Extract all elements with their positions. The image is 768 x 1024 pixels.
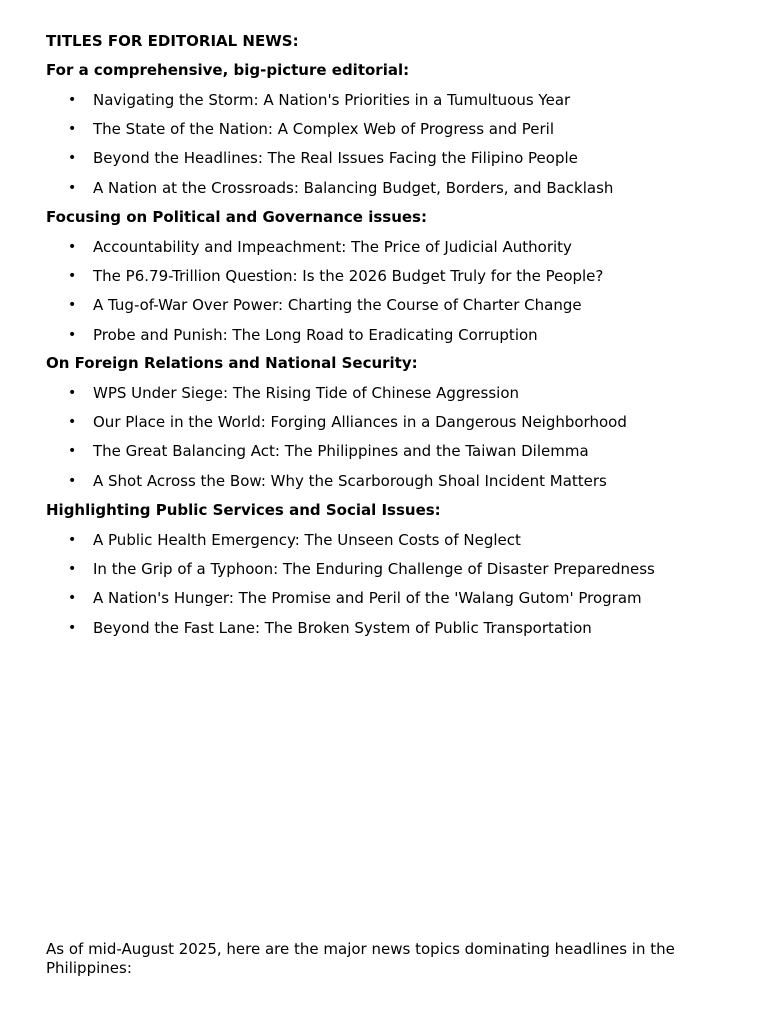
- list-item-text: Beyond the Fast Lane: The Broken System of Public Transportation: [93, 618, 592, 637]
- bullet-icon: •: [68, 531, 77, 548]
- list-item-text: A Tug-of-War Over Power: Charting the Course of Charter Change: [93, 296, 582, 315]
- bullet-icon: •: [68, 91, 77, 108]
- bullet-icon: •: [68, 326, 77, 343]
- list-item-text: In the Grip of a Typhoon: The Enduring Challenge of Disaster Preparedness: [93, 559, 655, 578]
- bullet-icon: •: [68, 560, 77, 577]
- list-item-text: A Nation at the Crossroads: Balancing Budget, Borders, and Backlash: [93, 178, 614, 197]
- list-item-text: The Great Balancing Act: The Philippines and the Taiwan Dilemma: [93, 442, 589, 461]
- bullet-icon: •: [68, 179, 77, 196]
- section-heading: For a comprehensive, big-picture editorial:: [46, 61, 410, 79]
- bullet-icon: •: [68, 267, 77, 284]
- bullet-icon: •: [68, 472, 77, 489]
- document-title: TITLES FOR EDITORIAL NEWS:: [46, 32, 299, 50]
- list-item-text: WPS Under Siege: The Rising Tide of Chinese Aggression: [93, 383, 520, 402]
- list-item-text: Accountability and Impeachment: The Price of Judicial Authority: [93, 237, 572, 256]
- section-heading: Highlighting Public Services and Social Issues:: [46, 501, 441, 519]
- bullet-icon: •: [68, 238, 77, 255]
- list-item-text: The P6.79-Trillion Question: Is the 2026 Budget Truly for the People?: [93, 266, 604, 285]
- bullet-icon: •: [68, 297, 77, 314]
- list-item-text: Our Place in the World: Forging Alliances in a Dangerous Neighborhood: [93, 412, 627, 431]
- list-item-text: Navigating the Storm: A Nation's Priorities in a Tumultuous Year: [93, 90, 571, 109]
- intro-paragraph: As of mid-August 2025, here are the major news topics dominating headlines in the Philippines:: [46, 940, 675, 977]
- list-item-text: A Public Health Emergency: The Unseen Costs of Neglect: [93, 530, 521, 549]
- bullet-icon: •: [68, 120, 77, 137]
- section-heading: Focusing on Political and Governance issues:: [46, 208, 427, 226]
- section-heading: On Foreign Relations and National Security:: [46, 354, 418, 372]
- bullet-icon: •: [68, 443, 77, 460]
- list-item-text: A Shot Across the Bow: Why the Scarborough Shoal Incident Matters: [93, 471, 607, 490]
- list-item-text: A Nation's Hunger: The Promise and Peril of the 'Walang Gutom' Program: [93, 589, 642, 608]
- bullet-icon: •: [68, 619, 77, 636]
- list-item-text: Probe and Punish: The Long Road to Eradicating Corruption: [93, 325, 538, 344]
- list-item-text: Beyond the Headlines: The Real Issues Facing the Filipino People: [93, 149, 578, 168]
- bullet-icon: •: [68, 413, 77, 430]
- bullet-icon: •: [68, 150, 77, 167]
- bullet-icon: •: [68, 590, 77, 607]
- bullet-icon: •: [68, 384, 77, 401]
- list-item-text: The State of the Nation: A Complex Web of Progress and Peril: [93, 119, 555, 138]
